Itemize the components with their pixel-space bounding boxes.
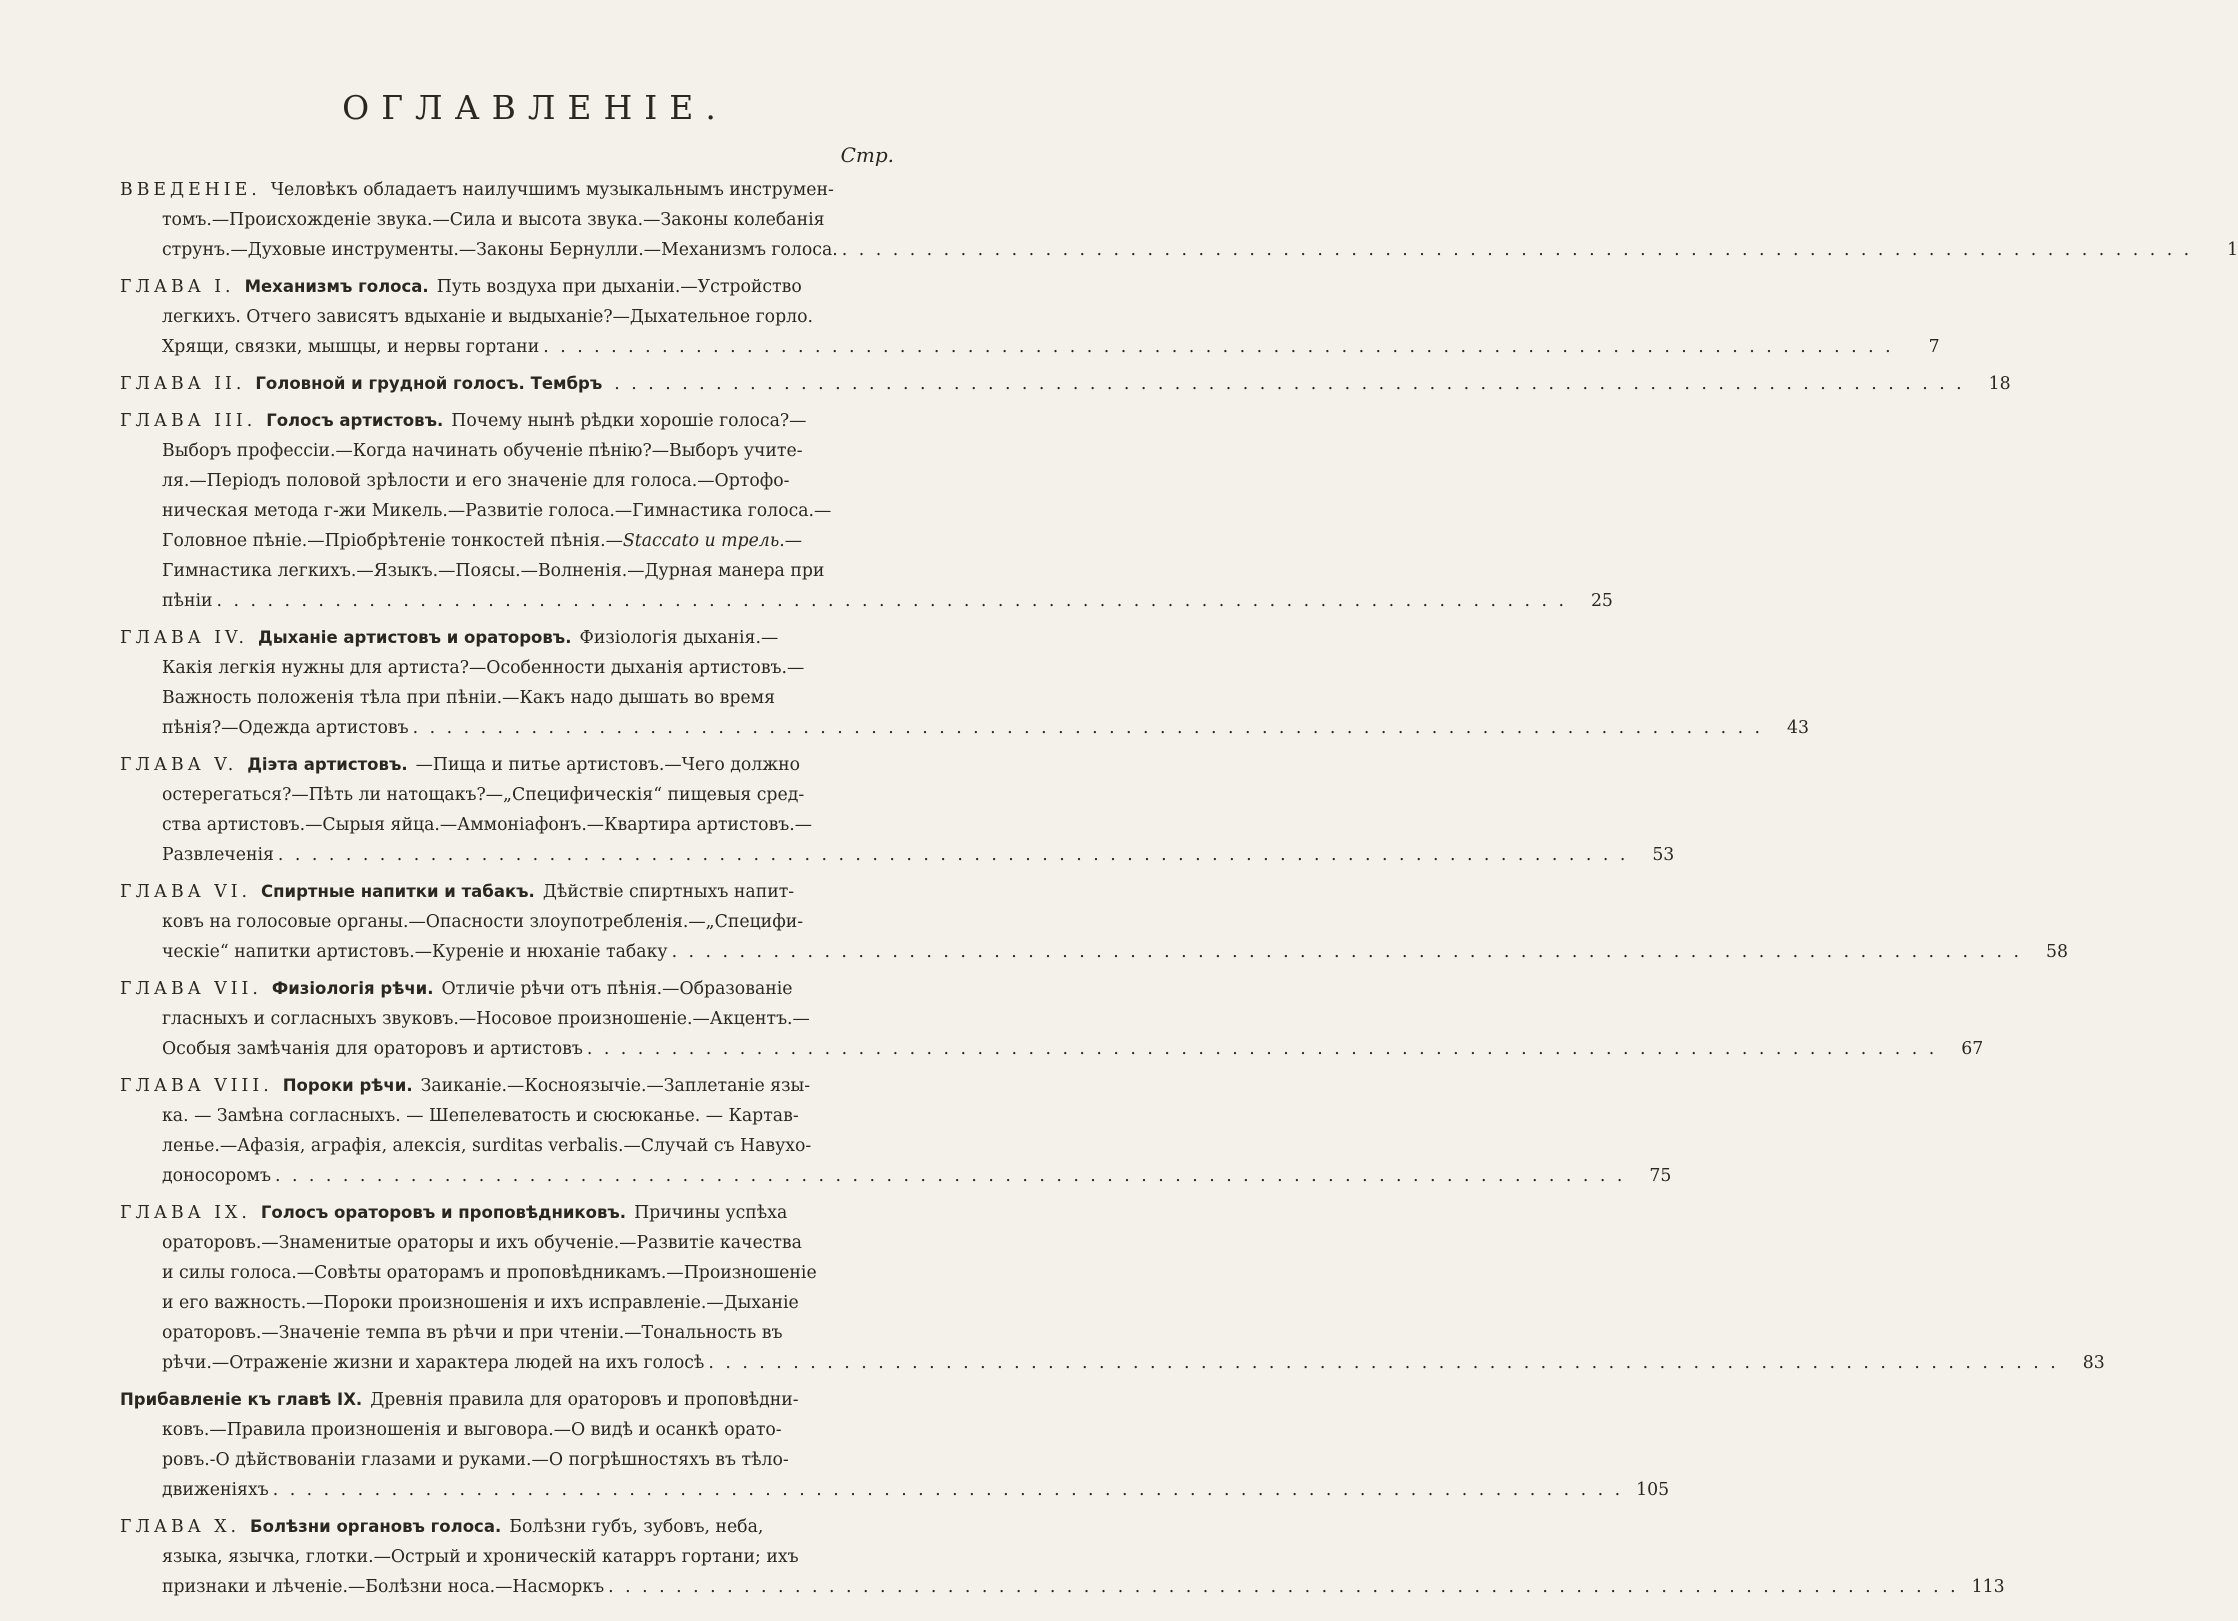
entry-text: и его важность.—Пороки произношенія и ихъ исправленіе.—Дыханіе [162,1293,799,1313]
entry-text: ка. — Замѣна согласныхъ. — Шепелеватость и сюсюканье. — Картав- [162,1106,799,1126]
entry-first-line-text [120,1385,799,1415]
toc-entry-last-line [120,332,1940,362]
entry-text: признаки и лѣченіе.—Болѣзни носа.—Насморкъ [162,1577,605,1597]
chapter-label: ГЛАВА X. [120,1517,241,1537]
toc-entry-first-line [120,406,920,436]
chapter-heading: Діэта артистовъ. [247,755,408,774]
toc-entry-last-line [120,1034,1984,1064]
page-number: 75 [1649,1166,1672,1186]
dot-leader [278,840,1628,870]
dot-leader [614,369,1964,399]
entry-text: пѣніи [162,591,213,611]
toc-entry-line [120,1258,920,1288]
chapter-label: ГЛАВА VII. [120,979,262,999]
toc-entry-first-line [120,272,920,302]
toc-entry-line [120,1445,920,1475]
page-number: 67 [1961,1039,1984,1059]
entry-text: леньe.—Афазія, аграфія, алексія, surditas verbalis.—Случай съ Навухо- [162,1136,812,1156]
toc-entry-last-line [120,840,1675,870]
page-column-label: Стр. [840,143,894,167]
page-number: 25 [1590,591,1613,611]
toc-entry-line [120,1131,920,1161]
toc-entry-last-line [120,586,1613,616]
toc-entry [120,369,2011,399]
entry-text: пѣнія?—Одежда артистовъ [162,718,409,738]
chapter-heading: Головной и грудной голосъ. Тембръ [255,374,603,393]
toc-entry-line [120,780,920,810]
toc-entry-line [120,436,920,466]
toc-entry-line [120,205,920,235]
chapter-heading: Пороки рѣчи. [282,1076,413,1095]
entry-text: Какія легкія нужны для артиста?—Особенности дыханія артистовъ.— [162,658,805,678]
entry-text: ства артистовъ.—Сырыя яйца.—Аммоніафонъ.—Квартира артистовъ.— [162,815,813,835]
chapter-heading: Болѣзни органовъ голоса. [250,1517,502,1536]
entry-text: Болѣзни губъ, зубовъ, неба, [509,1517,764,1537]
entry-text: гласныхъ и согласныхъ звуковъ.—Носовое произношеніе.—Акцентъ.— [162,1009,810,1029]
toc-entry-first-line [120,623,920,653]
entry-text: Важность положенія тѣла при пѣніи.—Какъ надо дышать во время [162,688,775,708]
entry-first-line-text [120,272,802,302]
entry-text: ковъ.—Правила произношенія и выговора.—О видѣ и осанкѣ орато- [162,1420,782,1440]
dot-leader [587,1034,1937,1064]
entry-first-line-text [120,369,610,399]
toc-entry-first-line [120,1071,920,1101]
toc-entry-line [120,1004,920,1034]
toc-entry [120,175,2238,265]
entry-text: —Пища и питье артистовъ.—Чего должно [415,755,801,775]
toc-entry-line [120,683,920,713]
entry-first-line-text [120,1512,763,1542]
entry-text: Путь воздуха при дыханіи.—Устройство [436,277,802,297]
toc-entry-line [120,556,920,586]
toc-entry [120,272,1940,362]
dot-leader [413,713,1763,743]
toc-entry-line [120,496,920,526]
toc-entry-line [120,1415,920,1445]
entry-text: Хрящи, связки, мышцы, и нервы гортани [162,337,540,357]
entry-text: языка, язычка, глотки.—Острый и хроническій катарръ гортани; ихъ [162,1547,799,1567]
italic-term: Staccato и трель [622,531,780,551]
page-number: 7 [1928,337,1940,357]
entry-text: рѣчи.—Отраженіе жизни и характера людей на ихъ голосѣ [162,1353,705,1373]
entry-text: ковъ на голосовые органы.—Опасности злоупотребленія.—„Специфи- [162,912,804,932]
chapter-label: ГЛАВА II. [120,374,246,394]
page-number: 18 [1988,374,2011,394]
toc-entry-last-line [120,235,2238,265]
entry-first-line-text [120,877,794,907]
chapter-label: ГЛАВА VIII. [120,1076,273,1096]
entry-text: и силы голоса.—Совѣты ораторамъ и проповѣдникамъ.—Произношеніе [162,1263,817,1283]
page-number: 113 [1971,1577,2005,1597]
chapter-heading: Голосъ артистовъ. [266,411,444,430]
entry-first-line-text [120,623,778,653]
entry-text: движеніяхъ [162,1480,269,1500]
chapter-label: ГЛАВА IX. [120,1203,251,1223]
page-number: 83 [2082,1353,2105,1373]
entry-text: остерегаться?—Пѣть ли натощакъ?—„Специфическія“ пищевыя сред- [162,785,805,805]
page-number: 43 [1787,718,1810,738]
chapter-label: ВВЕДЕНІЕ. [120,180,261,200]
dot-leader [273,1475,1623,1505]
chapter-label: ГЛАВА VI. [120,882,252,902]
page-number: 1 [2227,240,2238,260]
toc-entry-line [120,1318,920,1348]
toc-entry-last-line [120,713,1810,743]
entry-first-line-text [120,406,806,436]
entry-first-line-text [120,1198,787,1228]
dot-leader [543,332,1893,362]
dot-leader [708,1348,2058,1378]
page-number: 53 [1652,845,1675,865]
toc-entry-last-line [120,1475,1670,1505]
toc-entry-line [120,302,920,332]
toc-entry [120,877,2068,967]
page-title: ОГЛАВЛЕНІЕ. [342,88,728,127]
toc-entry [120,406,1613,616]
toc-entry-last-line [120,937,2068,967]
toc-entry-first-line [120,1198,920,1228]
entry-text: Гимнастика легкихъ.—Языкъ.—Поясы.—Волненія.—Дурная манера при [162,561,825,581]
toc-entry-first-line [120,750,920,780]
chapter-label: ГЛАВА IV. [120,628,249,648]
toc-entry-last-line [120,1572,2005,1602]
entry-text: Физіологія дыханія.— [579,628,779,648]
toc-entry-line [120,907,920,937]
table-of-contents [120,175,2238,1602]
toc-entry-line [120,810,920,840]
entry-first-line-text [120,750,800,780]
entry-text: ля.—Періодъ половой зрѣлости и его значеніе для голоса.—Ортофо- [162,471,790,491]
page-number: 58 [2045,942,2068,962]
toc-entry-first-line [120,1512,920,1542]
entry-text: ческіе“ напитки артистовъ.—Куреніе и нюханіе табаку [162,942,668,962]
toc-entry-line [120,1542,920,1572]
chapter-label: ГЛАВА I. [120,277,235,297]
page-number: 105 [1636,1480,1670,1500]
toc-entry-line [120,653,920,683]
chapter-heading: Механизмъ голоса. [244,277,429,296]
toc-entry [120,974,1984,1064]
entry-text: ораторовъ.—Значеніе темпа въ рѣчи и при чтеніи.—Тональность въ [162,1323,783,1343]
entry-first-line-text [120,1071,810,1101]
entry-text: ровъ.-О дѣйствованіи глазами и руками.—О погрѣшностяхъ въ тѣло- [162,1450,789,1470]
toc-entry-first-line [120,175,920,205]
dot-leader [842,235,2192,265]
toc-entry-first-line [120,974,920,1004]
entry-text: ническая метода г-жи Микель.—Развитіе голоса.—Гимнастика голоса.— [162,501,832,521]
dot-leader [672,937,2022,967]
entry-text: доносоромъ [162,1166,271,1186]
dot-leader [608,1572,1958,1602]
entry-text: Головное пѣніе.—Пріобрѣтеніе тонкостей пѣнія.—Staccato и трель.— [162,531,803,551]
entry-text: струнъ.—Духовые инструменты.—Законы Бернулли.—Механизмъ голоса. [162,240,838,260]
entry-text: Выборъ профессіи.—Когда начинать обученіе пѣнію?—Выборъ учите- [162,441,803,461]
toc-entry-last-line [120,1348,2105,1378]
toc-entry [120,1512,2005,1602]
entry-text: Развлеченія [162,845,274,865]
toc-entry [120,1385,1670,1505]
entry-text: Человѣкъ обладаетъ наилучшимъ музыкальнымъ инструмен- [270,180,834,200]
entry-text: Заиканіе.—Косноязычіе.—Заплетаніе язы- [420,1076,811,1096]
chapter-heading: Прибавленіе къ главѣ IX. [120,1390,363,1409]
entry-text: Особыя замѣчанія для ораторовъ и артистовъ [162,1039,583,1059]
entry-first-line-text [120,175,834,205]
entry-first-line-text [120,974,793,1004]
toc-entry [120,623,1810,743]
entry-text: Дѣйствіе спиртныхъ напит- [542,882,795,902]
toc-entry-line [120,1288,920,1318]
toc-entry-line [120,466,920,496]
entry-text: ораторовъ.—Знаменитые ораторы и ихъ обученіе.—Развитіе качества [162,1233,802,1253]
toc-entry-last-line [120,1161,1672,1191]
toc-entry [120,750,1675,870]
toc-entry [120,1071,1672,1191]
dot-leader [275,1161,1625,1191]
toc-entry-line [120,1101,920,1131]
toc-entry [120,1198,2105,1378]
toc-entry-first-line [120,369,2011,399]
chapter-heading: Физіологія рѣчи. [271,979,434,998]
entry-text: томъ.—Происхожденіе звука.—Сила и высота звука.—Законы колебанія [162,210,825,230]
dot-leader [217,586,1567,616]
entry-text: легкихъ. Отчего зависятъ вдыханіе и выдыханіе?—Дыхательное горло. [162,307,814,327]
entry-text: Причины успѣха [634,1203,788,1223]
chapter-heading: Дыханіе артистовъ и ораторовъ. [258,628,572,647]
chapter-label: ГЛАВА III. [120,411,257,431]
toc-entry-line [120,1228,920,1258]
toc-entry-first-line [120,877,920,907]
entry-text: Отличіе рѣчи отъ пѣнія.—Образованіе [441,979,793,999]
chapter-heading: Спиртные напитки и табакъ. [261,882,535,901]
entry-text: Древнія правила для ораторовъ и проповѣдни- [370,1390,799,1410]
toc-entry-first-line [120,1385,920,1415]
toc-entry-line [120,526,920,556]
chapter-heading: Голосъ ораторовъ и проповѣдниковъ. [260,1203,627,1222]
chapter-label: ГЛАВА V. [120,755,238,775]
entry-text: Почему нынѣ рѣдки хорошіе голоса?— [451,411,807,431]
